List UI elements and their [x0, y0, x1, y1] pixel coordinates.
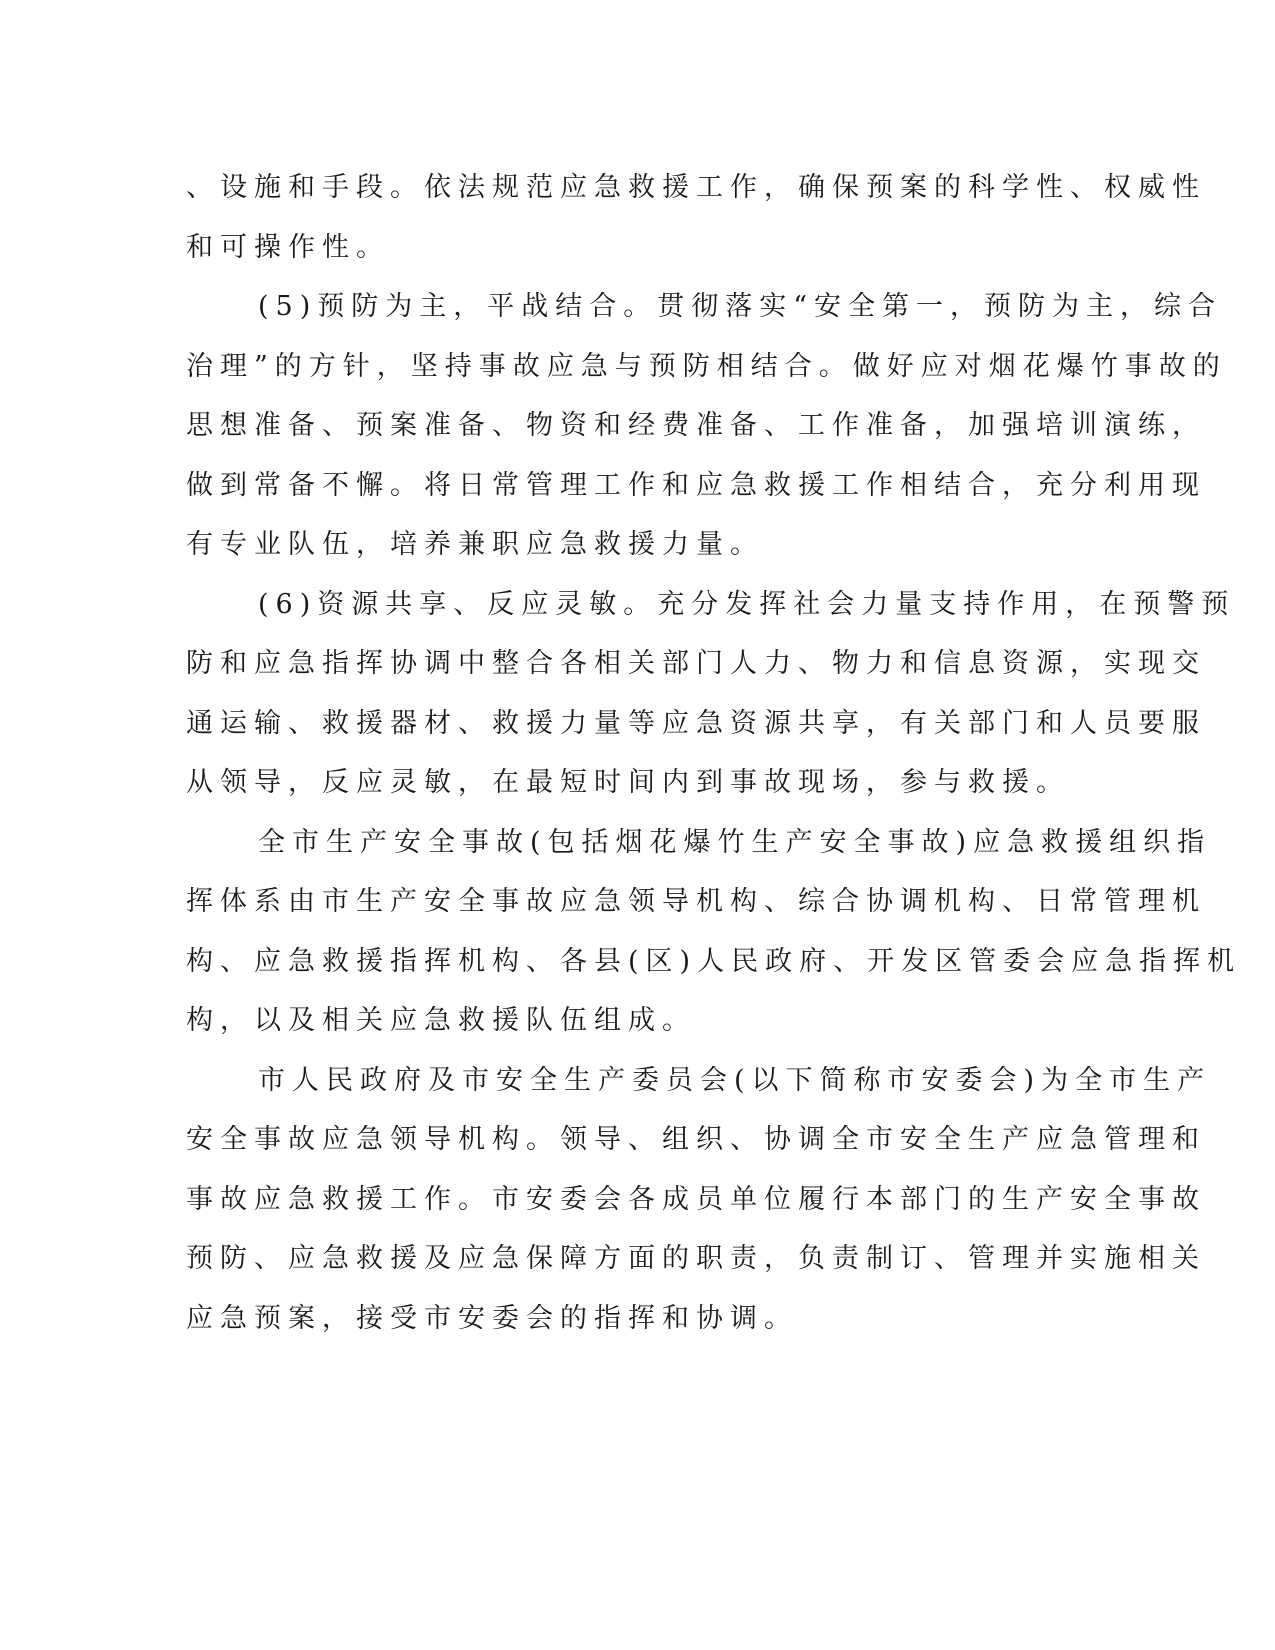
- text-line: 做到常备不懈。将日常管理工作和应急救援工作相结合，充分利用现: [186, 469, 1206, 501]
- text-line: 安全事故应急领导机构。领导、组织、协调全市安全生产应急管理和: [186, 1124, 1206, 1155]
- text-line: (5)预防为主，平战结合。贯彻落实“安全第一，预防为主，综合: [258, 291, 1223, 322]
- text-line: 预防、应急救援及应急保障方面的职责，负责制订、管理并实施相关: [186, 1243, 1206, 1274]
- text-line: 、设施和手段。依法规范应急救援工作，确保预案的科学性、权威性: [186, 172, 1206, 203]
- text-line: 构，以及相关应急救援队伍组成。: [186, 1005, 696, 1036]
- text-line: 治理”的方针，坚持事故应急与预防相结合。做好应对烟花爆竹事故的: [186, 350, 1227, 382]
- text-line: 防和应急指挥协调中整合各相关部门人力、物力和信息资源，实现交: [186, 648, 1206, 679]
- paragraph-leadership: [186, 1051, 1212, 1349]
- paragraph-continuation: [186, 158, 1206, 277]
- paragraph-command-system: [186, 813, 1242, 1051]
- paragraph-principle-5: [186, 277, 1227, 575]
- text-line: 应急预案，接受市安委会的指挥和协调。: [186, 1302, 798, 1334]
- text-line: 从领导，反应灵敏，在最短时间内到事故现场，参与救援。: [186, 767, 1070, 798]
- text-line: 全市生产安全事故(包括烟花爆竹生产安全事故)应急救援组织指: [258, 826, 1212, 858]
- text-line: 事故应急救援工作。市安委会各成员单位履行本部门的生产安全事故: [186, 1183, 1206, 1215]
- text-line: (6)资源共享、反应灵敏。充分发挥社会力量支持作用，在预警预: [258, 588, 1236, 620]
- text-line: 和可操作性。: [186, 231, 390, 263]
- text-line: 挥体系由市生产安全事故应急领导机构、综合协调机构、日常管理机: [186, 886, 1206, 917]
- text-line: 有专业队伍，培养兼职应急救援力量。: [186, 529, 764, 560]
- text-line: 市人民政府及市安全生产委员会(以下简称市安委会)为全市生产: [258, 1064, 1212, 1096]
- text-line: 构、应急救援指挥机构、各县(区)人民政府、开发区管委会应急指挥机: [186, 945, 1242, 977]
- document-body: [186, 158, 1242, 1348]
- text-line: 通运输、救援器材、救援力量等应急资源共享，有关部门和人员要服: [186, 707, 1206, 739]
- paragraph-principle-6: [186, 575, 1236, 813]
- text-line: 思想准备、预案准备、物资和经费准备、工作准备，加强培训演练，: [186, 410, 1206, 441]
